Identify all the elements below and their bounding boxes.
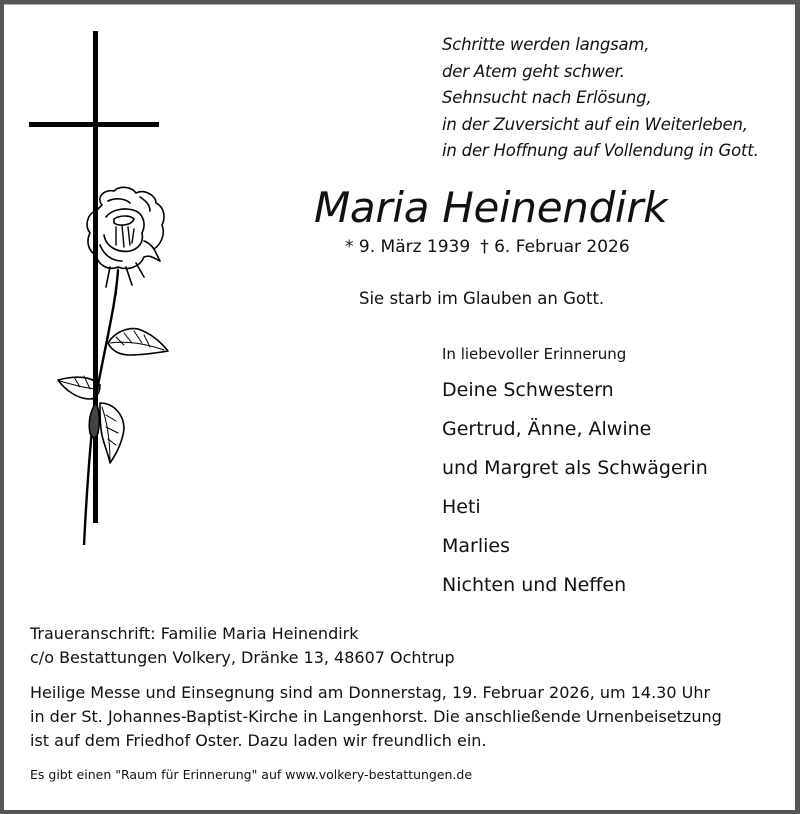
deceased-name: Maria Heinendirk <box>314 183 668 232</box>
memorial-website-note: Es gibt einen "Raum für Erinnerung" auf www.volkery-bestattungen.de <box>30 767 473 782</box>
death-date: † 6. Februar 2026 <box>480 237 630 257</box>
service-details <box>30 681 722 753</box>
poem-line: in der Hoffnung auf Vollendung in Gott. <box>442 141 759 160</box>
birth-date: * 9. März 1939 <box>345 237 471 257</box>
obituary-page <box>4 4 795 810</box>
mourner-line: Gertrud, Änne, Alwine <box>442 418 652 440</box>
mourner-line: und Margret als Schwägerin <box>442 457 708 479</box>
mourner-line: Deine Schwestern <box>442 379 614 401</box>
poem-line: Sehnsucht nach Erlösung, <box>442 88 652 107</box>
cross-icon <box>29 31 159 523</box>
mourner-line: Heti <box>442 496 481 518</box>
life-dates <box>345 237 630 257</box>
service-line: Heilige Messe und Einsegnung sind am Donnerstag, 19. Februar 2026, um 14.30 Uhr <box>30 683 711 702</box>
mourners-list <box>442 375 708 609</box>
memory-intro: In liebevoller Erinnerung <box>442 345 627 363</box>
service-line: in der St. Johannes-Baptist-Kirche in Langenhorst. Die anschließende Urnenbeisetzung <box>30 707 722 726</box>
mourner-line: Marlies <box>442 535 510 557</box>
address-line: Traueranschrift: Familie Maria Heinendirk <box>30 624 359 643</box>
faith-line: Sie starb im Glauben an Gott. <box>359 289 605 308</box>
service-line: ist auf dem Friedhof Oster. Dazu laden wir freundlich ein. <box>30 731 487 750</box>
rose-icon <box>58 187 168 545</box>
poem-line: in der Zuversicht auf ein Weiterleben, <box>442 114 748 134</box>
poem-line: Schritte werden langsam, <box>442 35 650 54</box>
mourner-line: Nichten und Neffen <box>442 574 627 596</box>
address-line: c/o Bestattungen Volkery, Dränke 13, 48607 Ochtrup <box>30 648 455 667</box>
cross-and-rose-artwork <box>4 5 204 545</box>
poem <box>442 32 759 165</box>
poem-line: der Atem geht schwer. <box>442 61 625 81</box>
mourning-address <box>30 622 455 670</box>
